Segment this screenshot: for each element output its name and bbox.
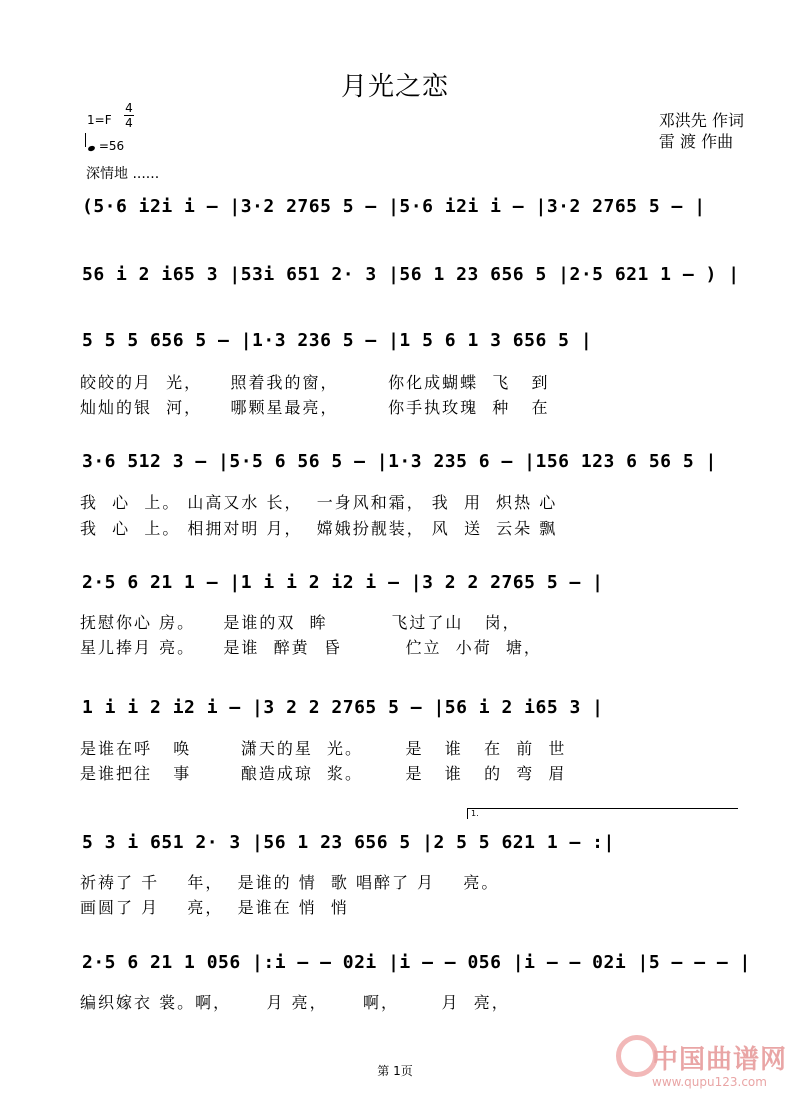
lyric-row-6-verse-1: 是谁在呼 唤 潇天的星 光。 是 谁 在 前 世 <box>80 739 567 758</box>
lyric-row-7-verse-2: 画圆了 月 亮， 是谁在 悄 悄 <box>80 898 349 917</box>
lyric-row-7-verse-1: 祈祷了 千 年， 是谁的 情 歌 唱醉了 月 亮。 <box>80 873 500 892</box>
score-row-3: 5 5 5 656 5 – |1·3 236 5 – |1 5 6 1 3 656 5 | <box>82 330 593 351</box>
page-number: 第 1页 <box>377 1064 413 1078</box>
watermark-brand: 中国曲谱网 <box>652 1045 788 1075</box>
watermark-logo <box>612 1035 788 1101</box>
lyric-row-3-verse-1: 皎皎的月 光， 照着我的窗， 你化成蝴蝶 飞 到 <box>80 373 550 392</box>
quarter-note-icon <box>87 145 95 152</box>
volta-label: 1. <box>471 809 479 818</box>
quarter-note-stem <box>85 133 86 147</box>
watermark-url: www.qupu123.com <box>652 1075 767 1089</box>
score-row-5: 2·5 6 21 1 – |1 i i 2 i2 i – |3 2 2 2765 5 – | <box>82 572 604 593</box>
score-row-1: (5·6 i2i i – |3·2 2765 5 – |5·6 i2i i – |3·2 2765 5 – | <box>82 196 706 217</box>
score-row-7: 5 3 i 651 2· 3 |56 1 23 656 5 |2 5 5 621 1 – :| <box>82 832 615 853</box>
lyric-row-3-verse-2: 灿灿的银 河， 哪颗星最亮， 你手执玫瑰 种 在 <box>80 398 550 417</box>
lyric-row-4-verse-2: 我 心 上。 相拥对明 月， 嫦娥扮靓装， 风 送 云朵 飘 <box>80 519 558 538</box>
tempo-value: =56 <box>98 139 125 153</box>
first-ending-bracket <box>467 808 738 819</box>
key-signature: 1=F <box>87 113 112 127</box>
expression-marking: 深情地 ...... <box>86 166 160 182</box>
song-title: 月光之恋 <box>340 72 449 102</box>
lyric-row-4-verse-1: 我 心 上。 山高又水 长， 一身风和霜， 我 用 炽热 心 <box>80 493 558 512</box>
lyric-row-6-verse-2: 是谁把往 事 酿造成琼 浆。 是 谁 的 弯 眉 <box>80 764 567 783</box>
score-row-8: 2·5 6 21 1 056 |:i – – 02i |i – – 056 |i – – 02i |5 – – – | <box>82 952 751 973</box>
lyric-row-5-verse-2: 星儿捧月 亮。 是谁 醉黄 昏 伫立 小荷 塘， <box>80 638 542 657</box>
time-sig-bottom: 4 <box>125 116 133 130</box>
score-row-6: 1 i i 2 i2 i – |3 2 2 2765 5 – |56 i 2 i65 3 | <box>82 697 604 718</box>
lyric-row-8-verse-1: 编织嫁衣 裳。啊， 月 亮， 啊， 月 亮， <box>80 993 510 1012</box>
lyricist-credit: 邓洪先 作词 <box>658 111 744 130</box>
lyric-row-5-verse-1: 抚慰你心 房。 是谁的双 眸 飞过了山 岗， <box>80 613 521 632</box>
time-signature <box>124 102 134 129</box>
credits <box>659 110 744 152</box>
score-row-2: 56 i 2 i65 3 |53i 651 2· 3 |56 1 23 656 5 |2·5 621 1 – ) | <box>82 264 740 285</box>
time-sig-top: 4 <box>125 101 133 115</box>
tempo-marking <box>87 136 124 153</box>
score-row-4: 3·6 512 3 – |5·5 6 56 5 – |1·3 235 6 – |156 123 6 56 5 | <box>82 451 717 472</box>
composer-credit: 雷 渡 作曲 <box>658 132 734 151</box>
